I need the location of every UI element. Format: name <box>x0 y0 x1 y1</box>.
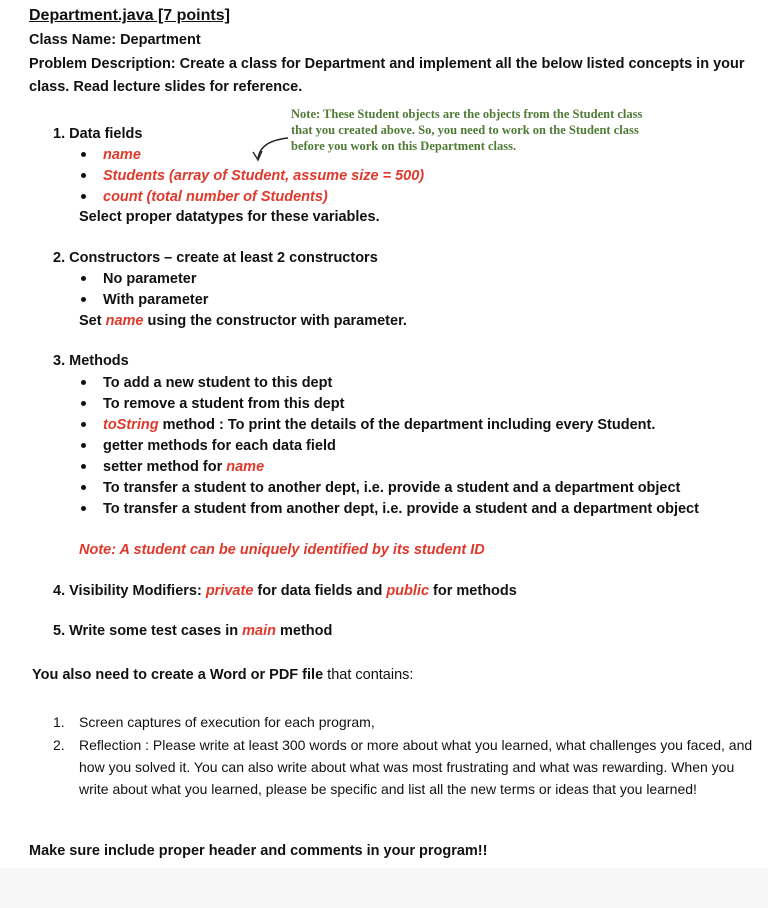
section-data-fields-heading: 1. Data fields <box>53 126 143 142</box>
bullet-icon <box>81 485 86 490</box>
method-tostring: toString method : To print the details of the department including every Student. <box>103 417 656 433</box>
constructors-footer: Set name using the constructor with parameter. <box>79 313 407 329</box>
method-setter-name: setter method for name <box>103 459 265 475</box>
section-constructors-heading: 2. Constructors – create at least 2 constructors <box>53 250 378 266</box>
data-field-count: count (total number of Students) <box>103 189 328 205</box>
bullet-icon <box>81 464 86 469</box>
constructor-no-parameter: No parameter <box>103 271 197 287</box>
bullet-icon <box>81 173 86 178</box>
method-add-student: To add a new student to this dept <box>103 375 333 391</box>
submission-item-screen-captures: Screen captures of execution for each program, <box>79 714 375 730</box>
student-id-note: Note: A student can be uniquely identified by its student ID <box>79 542 485 558</box>
method-remove-student: To remove a student from this dept <box>103 396 345 412</box>
note-line: Note: These Student objects are the objects from the Student class <box>291 107 643 121</box>
bullet-icon <box>81 506 86 511</box>
bullet-icon <box>81 194 86 199</box>
problem-description-line2: class. Read lecture slides for reference. <box>29 79 303 95</box>
list-number: 2. <box>53 737 65 753</box>
bullet-icon <box>81 152 86 157</box>
problem-description-line1: Problem Description: Create a class for Department and implement all the below listed concepts in your <box>29 56 745 72</box>
submission-intro: You also need to create a Word or PDF file that contains: <box>32 667 414 683</box>
method-transfer-from: To transfer a student from another dept, i.e. provide a student and a department object <box>103 501 699 517</box>
section-test-cases: 5. Write some test cases in main method <box>53 623 333 639</box>
data-fields-footer: Select proper datatypes for these variables. <box>79 209 380 225</box>
bullet-icon <box>81 297 86 302</box>
curved-arrow-icon <box>250 134 292 164</box>
method-getters: getter methods for each data field <box>103 438 336 454</box>
closing-reminder: Make sure include proper header and comments in your program!! <box>29 843 488 859</box>
student-objects-note <box>291 106 711 154</box>
constructor-with-parameter: With parameter <box>103 292 209 308</box>
section-visibility-modifiers: 4. Visibility Modifiers: private for data fields and public for methods <box>53 583 517 599</box>
data-field-students: Students (array of Student, assume size = 500) <box>103 168 425 184</box>
bullet-icon <box>81 401 86 406</box>
bullet-icon <box>81 276 86 281</box>
note-line: that you created above. So, you need to work on the Student class <box>291 123 639 137</box>
submission-item-reflection: Reflection : Please write at least 300 words or more about what you learned, what challenges you faced, and how you solved it. You can also write about what was most frustrating and what was rewarding. When you write about what you learned, please be specific and list all the new terms or ideas that you learned! <box>79 737 753 797</box>
bullet-icon <box>81 380 86 385</box>
bullet-icon <box>81 443 86 448</box>
list-number: 1. <box>53 714 65 730</box>
page-title: Department.java [7 points] <box>29 7 230 24</box>
page-bottom-margin <box>0 868 768 908</box>
section-methods-heading: 3. Methods <box>53 353 129 369</box>
bullet-icon <box>81 422 86 427</box>
data-field-name: name <box>103 147 141 163</box>
method-transfer-to: To transfer a student to another dept, i.e. provide a student and a department object <box>103 480 681 496</box>
class-name: Class Name: Department <box>29 32 201 48</box>
note-line: before you work on this Department class. <box>291 139 517 153</box>
